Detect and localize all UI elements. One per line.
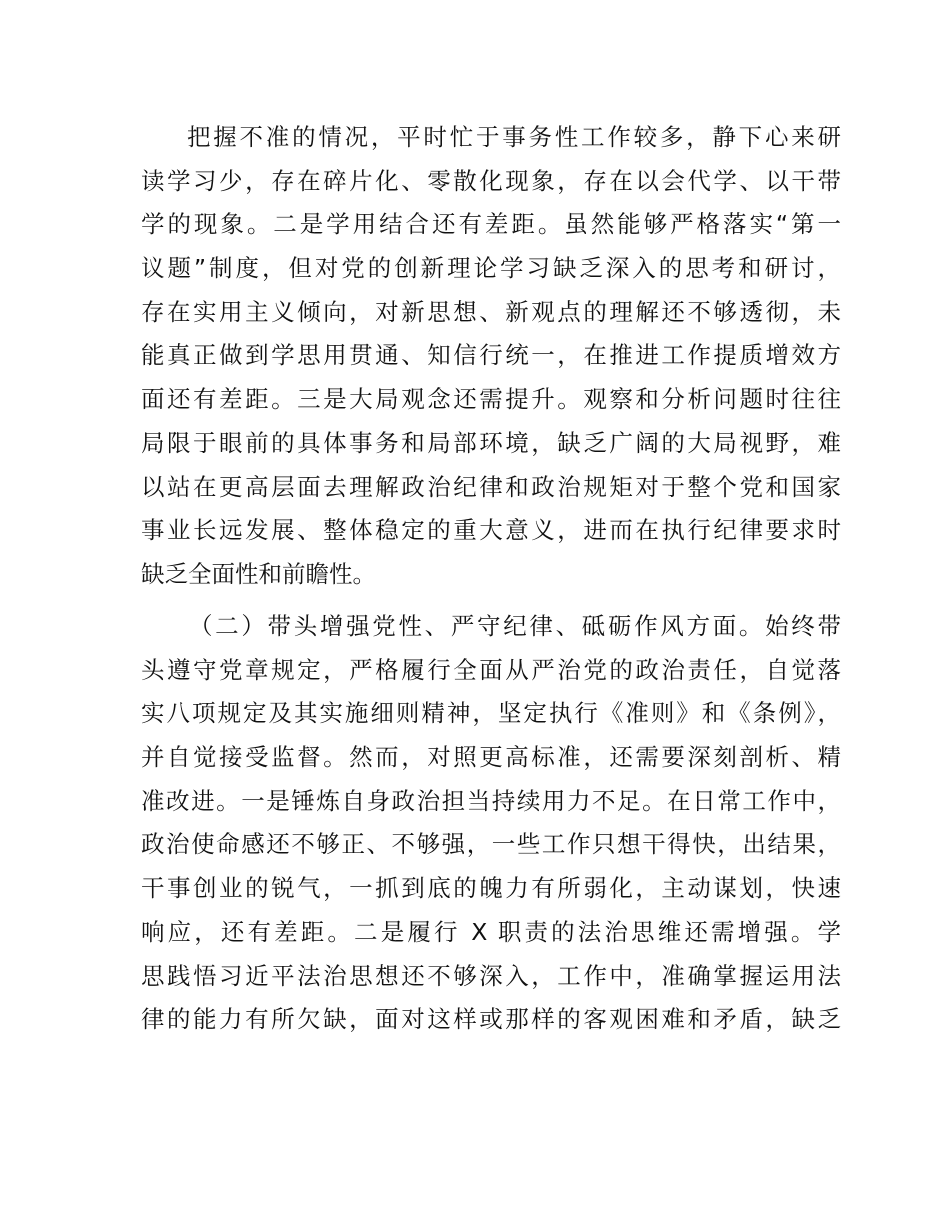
paragraph-line: （二）带头增强党性、严守纪律、砥砺作风方面。始终带 [189, 612, 841, 640]
paragraph-line: 存在实用主义倾向，对新思想、新观点的理解还不够透彻，未 [141, 297, 841, 326]
paragraph-line: 并自觉接受监督。然而，对照更高标准，还需要深刻剖析、精 [141, 743, 841, 772]
paragraph-line: 能真正做到学思用贯通、知信行统一，在推进工作提质增效方 [141, 341, 841, 370]
paragraph-line: 学的现象。二是学用结合还有差距。虽然能够严格落实“第一 [141, 210, 841, 239]
paragraph-line: 把握不准的情况，平时忙于事务性工作较多，静下心来研 [187, 123, 841, 151]
paragraph-line: 以站在更高层面去理解政治纪律和政治规矩对于整个党和国家 [141, 472, 841, 501]
paragraph-1 [141, 116, 841, 597]
paragraph-line: 实八项规定及其实施细则精神，坚定执行《准则》和《条例》， [141, 699, 841, 728]
paragraph-2 [141, 605, 841, 1042]
paragraph-line: 思践悟习近平法治思想还不够深入，工作中，准确掌握运用法 [141, 961, 841, 990]
paragraph-line: 面还有差距。三是大局观念还需提升。观察和分析问题时往往 [141, 385, 841, 414]
paragraph-line: 律的能力有所欠缺，面对这样或那样的客观困难和矛盾，缺乏 [141, 1005, 841, 1034]
paragraph-line: 事业长远发展、整体稳定的重大意义，进而在执行纪律要求时 [141, 516, 841, 545]
paragraph-line: 头遵守党章规定，严格履行全面从严治党的政治责任，自觉落 [141, 655, 841, 684]
paragraph-line: 准改进。一是锤炼自身政治担当持续用力不足。在日常工作中， [141, 786, 841, 815]
paragraph-line: 读学习少，存在碎片化、零散化现象，存在以会代学、以干带 [141, 166, 841, 195]
paragraph-line: 响应，还有差距。二是履行 X 职责的法治思维还需增强。学 [141, 917, 841, 946]
paragraph-line: 局限于眼前的具体事务和局部环境，缺乏广阔的大局视野，难 [141, 428, 841, 457]
paragraph-line: 干事创业的锐气，一抓到底的魄力有所弱化，主动谋划，快速 [141, 874, 841, 903]
paragraph-line: 议题”制度，但对党的创新理论学习缺乏深入的思考和研讨， [141, 254, 841, 283]
paragraph-line: 政治使命感还不够正、不够强，一些工作只想干得快，出结果， [141, 830, 841, 859]
paragraph-line: 缺乏全面性和前瞻性。 [141, 559, 376, 588]
